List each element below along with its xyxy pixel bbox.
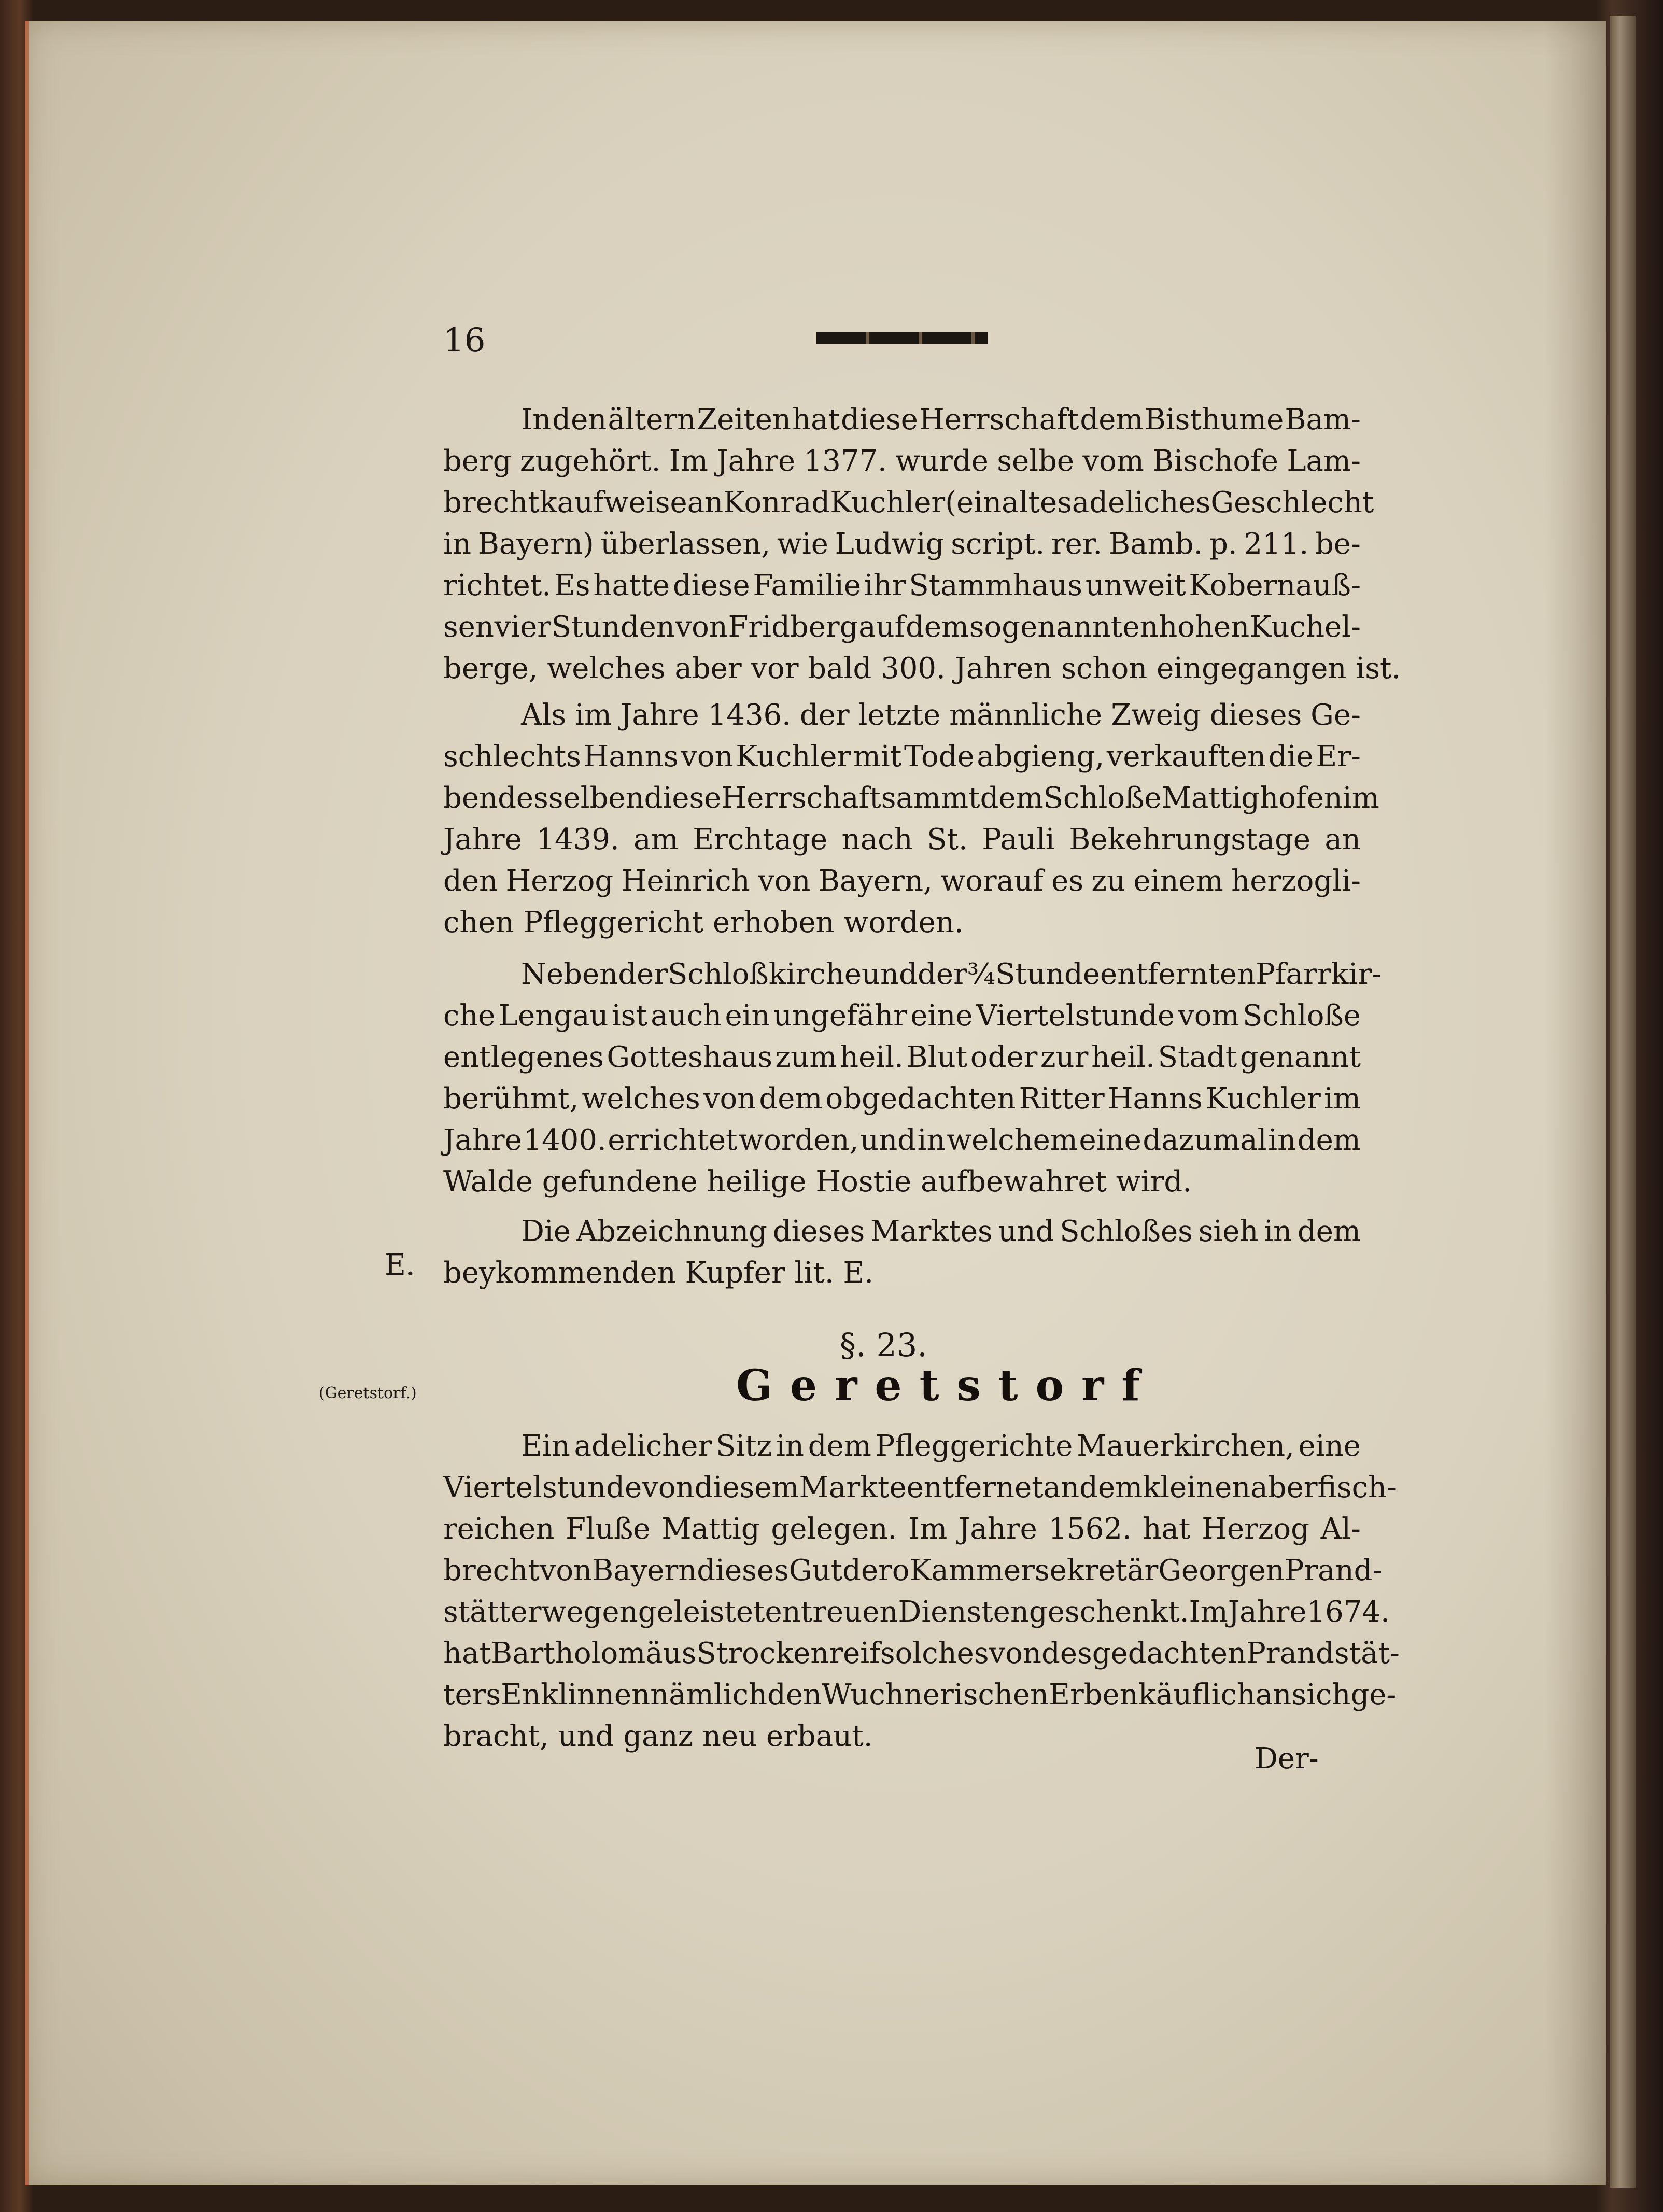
text-line: ben desselben diese Herrschaft sammt dem Schloße Mattighofen im [443, 781, 1379, 815]
text-line: Als im Jahre 1436. der letzte männliche Zweig dieses Ge- [521, 698, 1361, 732]
text-line: hat Bartholomäus Strockenreif solches von des gedachten Prandstät- [443, 1637, 1400, 1670]
gutter-shadow [1545, 21, 1607, 2185]
text-line: Jahre 1400. errichtet worden, und in welchem eine dazumal in dem [443, 1123, 1361, 1157]
next-page-edge [1610, 16, 1636, 2188]
text-line: sen vier Stunden von Fridberg auf dem sogenannten hohen Kuchel- [443, 610, 1361, 644]
paragraph-2 [443, 695, 1379, 943]
paragraph-4 [443, 1211, 1361, 1294]
text-line: schlechts Hanns von Kuchler mit Tode abgieng, verkauften die Er- [443, 740, 1361, 773]
text-line: chen Pfleggericht erhoben worden. [443, 906, 964, 939]
red-page-edge [25, 21, 29, 2185]
text-line: Jahre 1439. am Erchtage nach St. Pauli Bekehrungstage an [443, 823, 1361, 856]
text-line: Neben der Schloßkirche und der ¾ Stunde entfernten Pfarrkir- [521, 957, 1382, 991]
text-line: beykommenden Kupfer lit. E. [443, 1256, 874, 1290]
text-line: reichen Fluße Mattig gelegen. Im Jahre 1562. hat Herzog Al- [443, 1512, 1361, 1546]
text-line: bracht, und ganz neu erbaut. [443, 1720, 873, 1753]
paragraph-1 [443, 399, 1401, 689]
text-line: berühmt, welches von dem obgedachten Ritter Hanns Kuchler im [443, 1082, 1361, 1116]
text-line: den Herzog Heinrich von Bayern, worauf es zu einem herzogli- [443, 864, 1361, 898]
text-line: brecht kaufweise an Konrad Kuchler (ein altes adeliches Geschlecht [443, 486, 1374, 519]
text-line: in Bayern) überlassen, wie Ludwig script. rer. Bamb. p. 211. be- [443, 527, 1361, 561]
section-title: Geretstorf [736, 1361, 1158, 1411]
text-line: In den ältern Zeiten hat diese Herrschaft dem Bisthume Bam- [521, 403, 1361, 436]
text-line: Viertelstunde von diesem Markte entfernet an dem kleinen aber fisch- [443, 1471, 1397, 1504]
text-line: ters Enklinnen nämlich den Wuchnerischen Erben käuflich an sich ge- [443, 1678, 1397, 1712]
text-line: berge, welches aber vor bald 300. Jahren schon eingegangen ist. [443, 652, 1401, 685]
text-line: Walde gefundene heilige Hostie aufbewahret wird. [443, 1165, 1192, 1199]
catchword: Der- [1255, 1742, 1319, 1776]
text-line: brecht von Bayern dieses Gut dero Kammersekretär Georgen Prand- [443, 1554, 1383, 1587]
header-ornament-rule [816, 332, 988, 344]
text-line: Die Abzeichnung dieses Marktes und Schloßes sieh in dem [521, 1215, 1361, 1248]
text-line: che Lengau ist auch ein ungefähr eine Viertelstunde vom Schloße [443, 999, 1361, 1033]
text-line: berg zugehört. Im Jahre 1377. wurde selbe vom Bischofe Lam- [443, 444, 1361, 478]
text-line: stätter wegen geleisteten treuen Diensten geschenkt. Im Jahre 1674. [443, 1595, 1390, 1629]
section-paragraph [443, 1426, 1400, 1757]
margin-note: (Geretstorf.) [319, 1384, 417, 1402]
paragraph-3 [443, 954, 1382, 1203]
page-number: 16 [443, 321, 486, 360]
section-number: §. 23. [840, 1326, 928, 1364]
text-line: Ein adelicher Sitz in dem Pfleggerichte Mauerkirchen, eine [521, 1429, 1361, 1463]
margin-plate-letter: E. [385, 1248, 415, 1282]
text-line: richtet. Es hatte diese Familie ihr Stammhaus unweit Kobernauß- [443, 569, 1361, 602]
text-line: entlegenes Gotteshaus zum heil. Blut oder zur heil. Stadt genannt [443, 1040, 1361, 1074]
